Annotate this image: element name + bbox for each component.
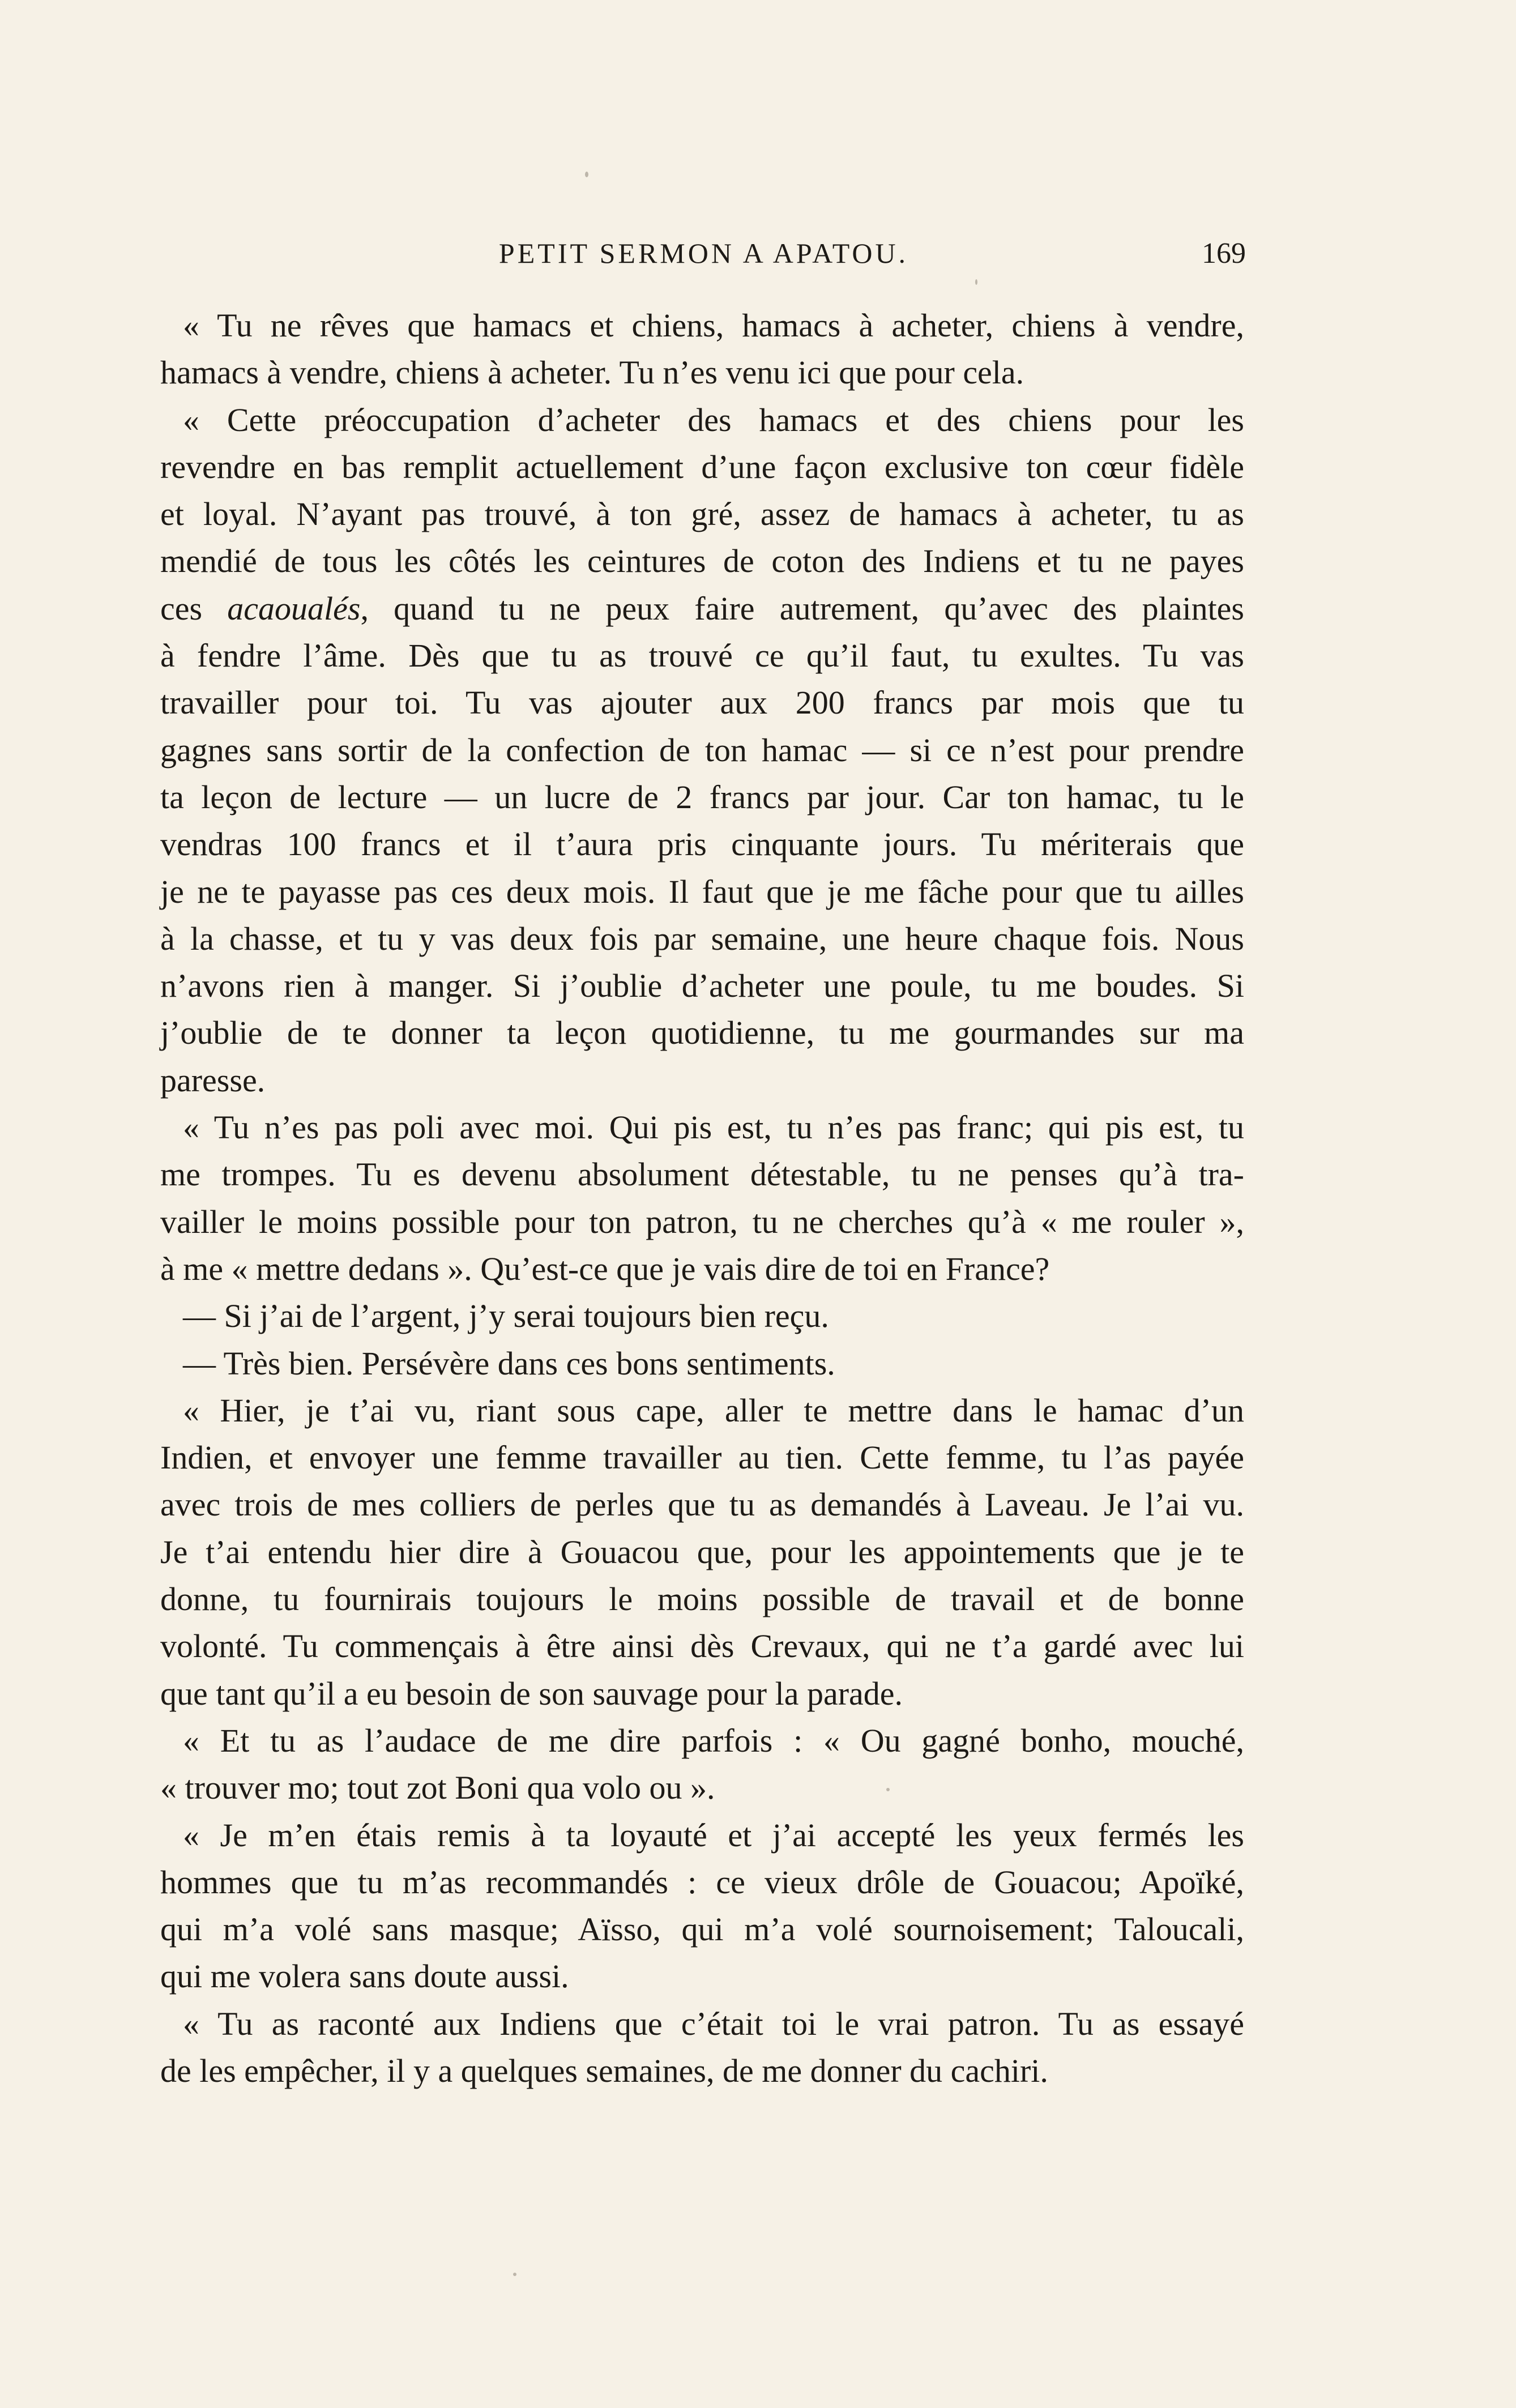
page-number: 169 [1202, 237, 1246, 270]
text-line: ta leçon de lecture — un lucre de 2 francs par jour. Car ton hamac, tu le [160, 778, 1244, 816]
text-line: « Tu as raconté aux Indiens que c’était toi le vrai patron. Tu as essayé [183, 2005, 1244, 2042]
text-line: donne, tu fournirais toujours le moins possible de travail et de bonne [160, 1581, 1244, 1618]
text-line: Je t’ai entendu hier dire à Gouacou que, pour les appointements que je te [160, 1533, 1244, 1570]
text-line: je ne te payasse pas ces deux mois. Il faut que je me fâche pour que tu ailles [160, 873, 1244, 910]
text-line: — Très bien. Persévère dans ces bons sentiments. [183, 1344, 835, 1382]
text-line: « trouver mo; tout zot Boni qua volo ou ». [160, 1769, 715, 1807]
text-line: « Et tu as l’audace de me dire parfois : « Ou gagné bonho, mouché, [183, 1722, 1244, 1759]
text-line: qui me volera sans doute aussi. [160, 1958, 569, 1995]
italic-term: acaoualés [227, 590, 361, 627]
text-line: travailler pour toi. Tu vas ajouter aux 200 francs par mois que tu [160, 684, 1244, 721]
text-line: à fendre l’âme. Dès que tu as trouvé ce qu’il faut, tu exultes. Tu vas [160, 637, 1244, 674]
text-line: « Cette préoccupation d’acheter des hamacs et des chiens pour les [183, 401, 1244, 438]
text-line: — Si j’ai de l’argent, j’y serai toujours bien reçu. [183, 1297, 829, 1335]
text-line: paresse. [160, 1061, 266, 1099]
text-line: vendras 100 francs et il t’aura pris cinquante jours. Tu mériterais que [160, 826, 1244, 863]
text-line: volonté. Tu commençais à être ainsi dès Crevaux, qui ne t’a gardé avec lui [160, 1628, 1244, 1665]
text-line: à me « mettre dedans ». Qu’est-ce que je vais dire de toi en France? [160, 1250, 1050, 1287]
text-line: j’oublie de te donner ta leçon quotidienne, tu me gourmandes sur ma [160, 1014, 1244, 1052]
text-line: à la chasse, et tu y vas deux fois par semaine, une heure chaque fois. Nous [160, 920, 1244, 957]
text-line: « Tu n’es pas poli avec moi. Qui pis est, tu n’es pas franc; qui pis est, tu [183, 1109, 1244, 1146]
text-line: revendre en bas remplit actuellement d’une façon exclusive ton cœur fidèle [160, 448, 1244, 485]
text-line: me trompes. Tu es devenu absolument détestable, tu ne penses qu’à tra- [160, 1156, 1244, 1193]
text-line: que tant qu’il a eu besoin de son sauvage pour la parade. [160, 1675, 903, 1712]
text-line: et loyal. N’ayant pas trouvé, à ton gré, assez de hamacs à acheter, tu as [160, 496, 1244, 533]
running-head [161, 237, 1246, 282]
paper-speck [585, 172, 588, 177]
running-title: PETIT SERMON A APATOU. [498, 237, 909, 269]
text-line: ces acaoualés, quand tu ne peux faire autrement, qu’avec des plaintes [160, 590, 1244, 627]
text-line: « Tu ne rêves que hamacs et chiens, hamacs à acheter, chiens à vendre, [183, 307, 1244, 344]
text-line: hommes que tu m’as recommandés : ce vieux drôle de Gouacou; Apoïké, [160, 1863, 1244, 1901]
text-line: Indien, et envoyer une femme travailler au tien. Cette femme, tu l’as payée [160, 1439, 1244, 1476]
paper-speck [975, 279, 977, 285]
text-line: n’avons rien à manger. Si j’oublie d’acheter une poule, tu me boudes. Si [160, 967, 1244, 1005]
text-line: qui m’a volé sans masque; Aïsso, qui m’a volé sournoisement; Taloucali, [160, 1911, 1244, 1948]
body-text [160, 302, 1244, 2094]
paper-speck [513, 2273, 516, 2276]
text-line: hamacs à vendre, chiens à acheter. Tu n’es venu ici que pour cela. [160, 354, 1024, 391]
text-line: gagnes sans sortir de la confection de ton hamac — si ce n’est pour prendre [160, 731, 1244, 768]
text-line: mendié de tous les côtés les ceintures de coton des Indiens et tu ne payes [160, 543, 1244, 580]
text-line: de les empêcher, il y a quelques semaines, de me donner du cachiri. [160, 2052, 1048, 2089]
text-line: « Je m’en étais remis à ta loyauté et j’ai accepté les yeux fermés les [183, 1816, 1244, 1854]
text-line: « Hier, je t’ai vu, riant sous cape, aller te mettre dans le hamac d’un [183, 1391, 1244, 1429]
paper-speck [886, 1788, 890, 1791]
text-line: vailler le moins possible pour ton patron, tu ne cherches qu’à « me rouler », [160, 1203, 1244, 1240]
text-line: avec trois de mes colliers de perles que tu as demandés à Laveau. Je l’ai vu. [160, 1486, 1244, 1523]
